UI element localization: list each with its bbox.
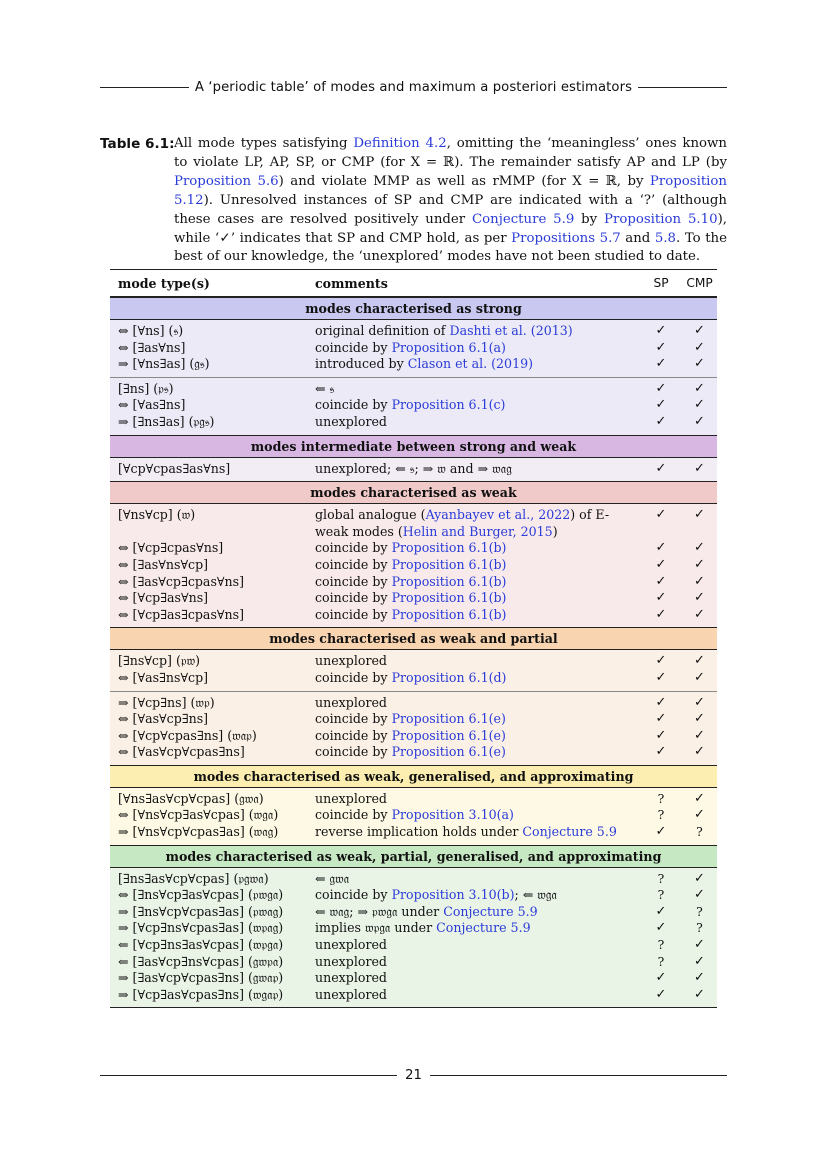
section-body — [110, 458, 717, 482]
comment-cell — [315, 807, 640, 824]
comment-link[interactable]: Proposition 6.1(b) — [391, 540, 507, 556]
comment-cell — [315, 791, 640, 808]
table-row — [110, 574, 717, 591]
column-header-mode: mode type(s) — [118, 275, 210, 291]
sp-cell: ✓ — [655, 460, 667, 476]
sp-cell: ✓ — [655, 413, 667, 429]
comment-text: introduced by — [315, 356, 408, 372]
section-body — [110, 650, 717, 765]
comment-cell — [315, 711, 640, 728]
sp-cell: ? — [657, 887, 665, 903]
sp-cell: ✓ — [655, 744, 667, 760]
mode-cell: ⇔ [∀ns∀cp∃as∀cpas] (𝔴𝔤𝔞) — [118, 807, 279, 823]
comment-link[interactable]: Proposition 3.10(a) — [391, 807, 514, 823]
caption-link[interactable]: Proposition 5.6 — [174, 173, 279, 189]
column-header-comments: comments — [315, 275, 388, 291]
table-row — [110, 937, 717, 954]
table-row — [110, 590, 717, 607]
cmp-cell: ✓ — [694, 507, 705, 523]
comment-text: unexplored — [315, 986, 387, 1002]
mode-cell: ⇔ [∀cp∃as∀ns] — [118, 590, 209, 606]
table-row — [110, 607, 717, 624]
cmp-cell: ✓ — [694, 556, 705, 572]
comment-text: coincide by — [315, 807, 392, 823]
cmp-cell: ✓ — [694, 380, 705, 396]
comment-cell — [315, 970, 640, 987]
comment-link[interactable]: Proposition 6.1(b) — [391, 556, 507, 572]
column-header-cmp: CMP — [686, 276, 713, 290]
comment-cell — [315, 904, 640, 921]
cmp-cell: ✓ — [694, 413, 705, 429]
sp-cell: ✓ — [655, 397, 667, 413]
comment-cell — [315, 987, 640, 1004]
table-row — [110, 507, 717, 540]
cmp-cell: ✓ — [694, 694, 705, 710]
caption-text: and — [620, 230, 655, 246]
table-row — [110, 920, 717, 937]
comment-text: coincide by — [315, 540, 392, 556]
mode-cell: ⇐ [∃as∀cp∃ns∀cpas] (𝔤𝔴𝔭𝔞) — [118, 953, 284, 969]
mode-cell: ⇒ [∀ns∀cp∀cpas∃as] (𝔴𝔞𝔤) — [118, 824, 279, 840]
cmp-cell: ✓ — [694, 807, 705, 823]
cmp-cell: ✓ — [694, 356, 705, 372]
running-header — [100, 80, 727, 95]
comment-text: coincide by — [315, 727, 392, 743]
comment-cell — [315, 824, 640, 841]
caption-text: . To the best of our knowledge, the ‘unexplored’ modes have not been studied to date. — [174, 230, 727, 265]
comment-cell — [315, 653, 640, 670]
comment-link[interactable]: Proposition 6.1(e) — [391, 744, 506, 760]
header-rule-left — [100, 87, 189, 88]
section-heading: modes intermediate between strong and weak — [110, 435, 717, 458]
page-number: 21 — [405, 1068, 422, 1083]
group-divider — [110, 377, 717, 378]
table-row — [110, 695, 717, 712]
mode-cell: ⇒ [∃ns∀cp∀cpas∃as] (𝔭𝔴𝔞𝔤) — [118, 903, 284, 919]
table-row — [110, 887, 717, 904]
table-row — [110, 670, 717, 687]
comment-cell — [315, 728, 640, 745]
sp-cell: ? — [657, 807, 665, 823]
cmp-cell: ✓ — [694, 970, 705, 986]
caption-text: , omitting the ‘meaningless’ ones known to violate LP, AP, SP, or CMP (for X = ℝ). The remainder satisfy AP and LP (by — [174, 136, 727, 170]
comment-text: reverse implication holds under — [315, 824, 523, 840]
sp-cell: ✓ — [655, 540, 667, 556]
sp-cell: ✓ — [655, 903, 667, 919]
table-row — [110, 711, 717, 728]
table-row — [110, 871, 717, 888]
caption-link[interactable]: Conjecture 5.9 — [472, 211, 575, 227]
caption-text: ) and violate MMP as well as rMMP (for X = ℝ, by — [278, 173, 650, 189]
comment-link[interactable]: Proposition 6.1(b) — [391, 606, 507, 622]
comment-text: ⇐ 𝔰 — [315, 380, 335, 396]
footer-rule-right — [430, 1075, 727, 1076]
cmp-cell: ✓ — [694, 887, 705, 903]
mode-cell: ⇔ [∀cp∀cpas∃ns] (𝔴𝔞𝔭) — [118, 727, 257, 743]
cmp-cell: ✓ — [694, 540, 705, 556]
mode-cell: ⇔ [∀as∀cp∀cpas∃ns] — [118, 744, 245, 760]
mode-cell: ⇒ [∃ns∃as] (𝔭𝔤𝔰) — [118, 413, 215, 429]
table-row — [110, 807, 717, 824]
table-row — [110, 987, 717, 1004]
section-heading: modes characterised as weak, partial, generalised, and approximating — [110, 845, 717, 868]
sp-cell: ✓ — [655, 727, 667, 743]
sp-cell: ✓ — [655, 339, 667, 355]
mode-cell: ⇔ [∀as∃ns] — [118, 397, 186, 413]
mode-cell: ⇔ [∀as∀cp∃ns] — [118, 711, 209, 727]
comment-link[interactable]: Helin and Burger, 2015 — [402, 523, 553, 539]
comment-cell — [315, 540, 640, 557]
column-header-sp: SP — [653, 276, 669, 290]
comment-cell — [315, 695, 640, 712]
comment-link[interactable]: Proposition 6.1(d) — [391, 669, 507, 685]
mode-cell: [∀ns∃as∀cp∀cpas] (𝔤𝔴𝔞) — [118, 790, 264, 806]
sp-cell: ✓ — [655, 970, 667, 986]
comment-text: coincide by — [315, 397, 392, 413]
cmp-cell: ✓ — [694, 711, 705, 727]
comment-cell — [315, 557, 640, 574]
mode-cell: ⇔ [∀ns] (𝔰) — [118, 323, 184, 338]
table-row — [110, 728, 717, 745]
comment-link[interactable]: Conjecture 5.9 — [436, 920, 531, 936]
caption-text: All mode types satisfying — [174, 136, 354, 151]
section-heading: modes characterised as weak and partial — [110, 627, 717, 650]
section-body — [110, 320, 717, 435]
sp-cell: ✓ — [655, 556, 667, 572]
table-row — [110, 557, 717, 574]
sp-cell: ? — [657, 870, 665, 886]
table-bottom-rule — [110, 1007, 717, 1008]
comment-text: coincide by — [315, 711, 392, 727]
caption-text: ), while ‘✓’ indicates that SP and CMP hold, as per — [174, 211, 727, 246]
cmp-cell: ✓ — [694, 397, 705, 413]
cmp-cell: ✓ — [694, 573, 705, 589]
table-row — [110, 414, 717, 431]
cmp-cell: ? — [696, 920, 703, 936]
cmp-cell: ✓ — [694, 953, 705, 969]
sp-cell: ✓ — [655, 669, 667, 685]
sp-cell: ✓ — [655, 507, 667, 523]
section-body — [110, 504, 717, 627]
comment-text: coincide by — [315, 669, 392, 685]
comment-text: original definition of — [315, 323, 450, 338]
comment-text: ⇐ 𝔴𝔞𝔤; ⇒ 𝔭𝔴𝔤𝔞 under — [315, 903, 444, 919]
table-sections — [110, 297, 717, 1007]
mode-cell: ⇐ [∀cp∃ns∃as∀cpas] (𝔴𝔭𝔤𝔞) — [118, 937, 284, 953]
table-row — [110, 653, 717, 670]
mode-cell: ⇒ [∀cp∃as∀cpas∃ns] (𝔴𝔤𝔞𝔭) — [118, 986, 284, 1002]
mode-cell: ⇔ [∀cp∃cpas∀ns] — [118, 540, 224, 556]
mode-cell: ⇔ [∀as∃ns∀cp] — [118, 669, 209, 685]
cmp-cell: ✓ — [694, 727, 705, 743]
sp-cell: ✓ — [655, 573, 667, 589]
sp-cell: ✓ — [655, 606, 667, 622]
comment-cell — [315, 356, 640, 373]
comment-link[interactable]: Proposition 3.10(b) — [391, 887, 515, 903]
comment-text: unexplored — [315, 937, 387, 953]
comment-text: ) of E-weak modes ( — [315, 507, 610, 539]
comment-text: coincide by — [315, 606, 392, 622]
comment-text: ⇐ 𝔤𝔴𝔞 — [315, 870, 350, 886]
comment-link[interactable]: Proposition 6.1(a) — [391, 339, 506, 355]
cmp-cell: ✓ — [694, 653, 705, 669]
section-heading: modes characterised as weak, generalised, and approximating — [110, 765, 717, 788]
comment-cell — [315, 887, 640, 904]
table-row — [110, 970, 717, 987]
sp-cell: ✓ — [655, 920, 667, 936]
comment-cell — [315, 590, 640, 607]
table-row — [110, 323, 717, 340]
mode-cell: ⇔ [∃ns∀cp∃as∀cpas] (𝔭𝔴𝔤𝔞) — [118, 887, 284, 903]
sp-cell: ? — [657, 937, 665, 953]
mode-cell: [∃ns∃as∀cp∀cpas] (𝔭𝔤𝔴𝔞) — [118, 870, 269, 886]
mode-cell: ⇒ [∀ns∃as] (𝔤𝔰) — [118, 356, 210, 372]
comment-link[interactable]: Proposition 6.1(e) — [391, 727, 506, 743]
page-footer — [100, 1068, 727, 1083]
comment-cell — [315, 607, 640, 624]
comment-cell — [315, 381, 640, 398]
comment-text: global analogue ( — [315, 507, 426, 523]
table-row — [110, 397, 717, 414]
comment-link[interactable]: Proposition 6.1(b) — [391, 590, 507, 606]
cmp-cell: ? — [696, 824, 703, 840]
comment-cell — [315, 461, 640, 478]
comment-cell — [315, 414, 640, 431]
footer-rule-left — [100, 1075, 397, 1076]
mode-cell: ⇔ [∃as∀ns∀cp] — [118, 556, 209, 572]
caption-text — [174, 135, 727, 267]
cmp-cell: ? — [696, 903, 703, 919]
sp-cell: ✓ — [655, 653, 667, 669]
comment-text: coincide by — [315, 339, 392, 355]
table-row — [110, 381, 717, 398]
caption-link[interactable]: Definition 4.2 — [353, 136, 447, 151]
header-rule-right — [638, 87, 727, 88]
caption-link[interactable]: Propositions 5.7 — [511, 230, 621, 246]
caption-link[interactable]: 5.8 — [654, 230, 677, 246]
comment-text: coincide by — [315, 556, 392, 572]
comment-text: ; ⇐ 𝔴𝔤𝔞 — [514, 887, 557, 903]
comment-link[interactable]: Proposition 6.1(b) — [391, 573, 507, 589]
comment-text: implies 𝔴𝔭𝔤𝔞 under — [315, 920, 437, 936]
comment-link[interactable]: Ayanbayev et al., 2022 — [425, 507, 571, 523]
comment-cell — [315, 871, 640, 888]
section-heading: modes characterised as strong — [110, 297, 717, 320]
group-divider — [110, 691, 717, 692]
table-row — [110, 954, 717, 971]
caption-label: Table 6.1: — [100, 136, 175, 152]
mode-cell: ⇒ [∃as∀cp∀cpas∃ns] (𝔤𝔴𝔞𝔭) — [118, 970, 284, 986]
table-row — [110, 744, 717, 761]
comment-text: unexplored; ⇐ 𝔰; ⇒ 𝔴 and ⇒ 𝔴𝔞𝔤 — [315, 460, 512, 476]
comment-link[interactable]: Proposition 6.1(c) — [391, 397, 506, 413]
comment-text: coincide by — [315, 887, 392, 903]
comment-cell — [315, 920, 640, 937]
mode-cell: ⇒ [∀cp∃ns] (𝔴𝔭) — [118, 694, 215, 710]
comment-link[interactable]: Proposition 6.1(e) — [391, 711, 506, 727]
table-row — [110, 461, 717, 478]
section-heading: modes characterised as weak — [110, 481, 717, 504]
comment-cell — [315, 954, 640, 971]
comment-cell — [315, 507, 640, 540]
mode-cell: [∀cp∀cpas∃as∀ns] — [118, 460, 231, 476]
comment-text: unexplored — [315, 953, 387, 969]
comment-cell — [315, 340, 640, 357]
table-row — [110, 904, 717, 921]
cmp-cell: ✓ — [694, 590, 705, 606]
comment-cell — [315, 574, 640, 591]
comment-text: coincide by — [315, 744, 392, 760]
comment-text: unexplored — [315, 413, 387, 429]
cmp-cell: ✓ — [694, 460, 705, 476]
mode-cell: ⇒ [∀cp∃ns∀cpas∃as] (𝔴𝔭𝔞𝔤) — [118, 920, 284, 936]
sp-cell: ? — [657, 790, 665, 806]
cmp-cell: ✓ — [694, 986, 705, 1002]
table-row — [110, 540, 717, 557]
table-row — [110, 356, 717, 373]
mode-cell: [∃ns] (𝔭𝔰) — [118, 380, 174, 396]
table-caption — [100, 135, 727, 267]
comment-cell — [315, 937, 640, 954]
comment-link[interactable]: Conjecture 5.9 — [522, 824, 617, 840]
mode-cell: ⇔ [∀cp∃as∃cpas∀ns] — [118, 606, 244, 622]
sp-cell: ✓ — [655, 323, 667, 338]
section-body — [110, 788, 717, 845]
comment-text: coincide by — [315, 590, 392, 606]
cmp-cell: ✓ — [694, 744, 705, 760]
comment-cell — [315, 744, 640, 761]
sp-cell: ✓ — [655, 986, 667, 1002]
comment-link[interactable]: Conjecture 5.9 — [443, 903, 538, 919]
cmp-cell: ✓ — [694, 339, 705, 355]
comment-link[interactable]: Clason et al. (2019) — [407, 356, 534, 372]
comment-text: unexplored — [315, 694, 387, 710]
caption-text: by — [574, 211, 605, 227]
header-title: A ‘periodic table’ of modes and maximum a posteriori estimators — [194, 80, 633, 95]
mode-cell: [∀ns∀cp] (𝔴) — [118, 507, 196, 523]
modes-table — [110, 269, 717, 1008]
sp-cell: ✓ — [655, 694, 667, 710]
comment-cell — [315, 323, 640, 340]
table-row — [110, 791, 717, 808]
caption-link[interactable]: Proposition 5.12 — [174, 173, 727, 208]
cmp-cell: ✓ — [694, 606, 705, 622]
cmp-cell: ✓ — [694, 937, 705, 953]
comment-link[interactable]: Dashti et al. (2013) — [449, 323, 573, 338]
caption-text: ). Unresolved instances of SP and CMP are indicated with a ‘?’ (although these cases are resolved positively under — [174, 192, 727, 227]
cmp-cell: ✓ — [694, 870, 705, 886]
caption-link[interactable]: Proposition 5.10 — [604, 211, 718, 227]
section-body — [110, 868, 717, 1008]
comment-text: coincide by — [315, 573, 392, 589]
mode-cell: ⇔ [∃as∀cp∃cpas∀ns] — [118, 573, 244, 589]
table-row — [110, 824, 717, 841]
mode-cell: ⇔ [∃as∀ns] — [118, 339, 186, 355]
table-row — [110, 340, 717, 357]
comment-text: unexplored — [315, 653, 387, 669]
sp-cell: ? — [657, 953, 665, 969]
table-header-row — [110, 269, 717, 297]
sp-cell: ✓ — [655, 380, 667, 396]
mode-cell: [∃ns∀cp] (𝔭𝔴) — [118, 653, 201, 669]
cmp-cell: ✓ — [694, 790, 705, 806]
comment-text: unexplored — [315, 790, 387, 806]
comment-text: ) — [552, 523, 558, 539]
cmp-cell: ✓ — [694, 669, 705, 685]
comment-cell — [315, 670, 640, 687]
sp-cell: ✓ — [655, 711, 667, 727]
sp-cell: ✓ — [655, 824, 667, 840]
comment-cell — [315, 397, 640, 414]
sp-cell: ✓ — [655, 590, 667, 606]
sp-cell: ✓ — [655, 356, 667, 372]
cmp-cell: ✓ — [694, 323, 705, 338]
comment-text: unexplored — [315, 970, 387, 986]
